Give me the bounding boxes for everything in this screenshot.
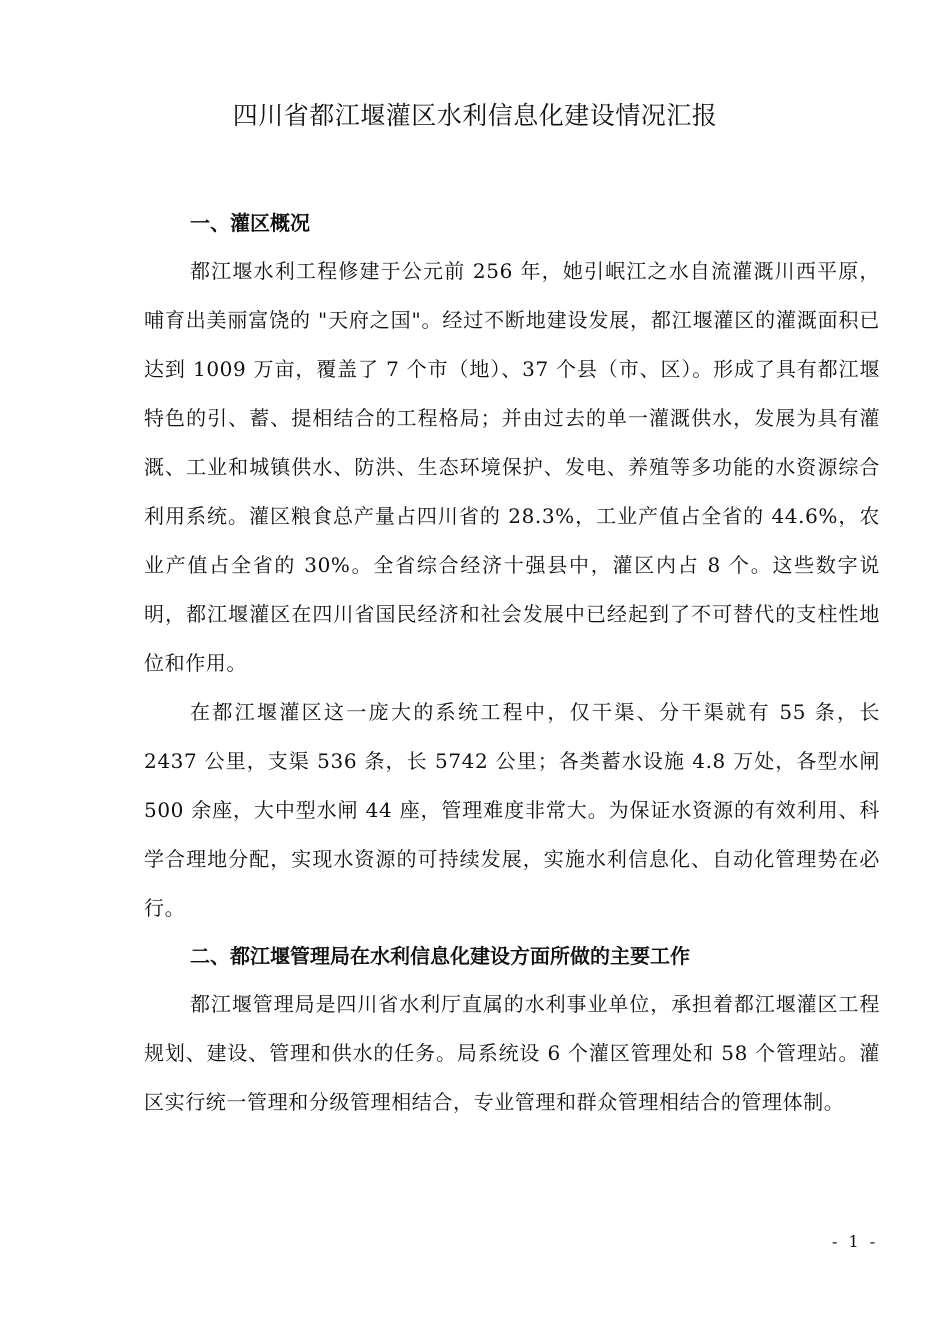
section-heading-main-work: 二、都江堰管理局在水利信息化建设方面所做的主要工作 — [190, 944, 690, 968]
document-body — [144, 200, 880, 1127]
document-title: 四川省都江堰灌区水利信息化建设情况汇报 — [232, 101, 718, 130]
paragraph-overview-2: 在都江堰灌区这一庞大的系统工程中，仅干渠、分干渠就有 55 条，长 2437 公里，支渠 536 条，长 5742 公里；各类蓄水设施 4.8 万处，各型水闸 500 余座，大中型水闸 44 座，管理难度非常大。为保证水资源的有效利用、科学合理地分配，实现水资源的可持续发展，实施水利信息化、自动化管理势在必行。 — [144, 700, 880, 920]
section-heading-overview: 一、灌区概况 — [190, 211, 310, 235]
paragraph-overview-1: 都江堰水利工程修建于公元前 256 年，她引岷江之水自流灌溉川西平原，哺育出美丽富饶的 "天府之国"。经过不断地建设发展，都江堰灌区的灌溉面积已达到 1009 万亩，覆盖了 7 个市（地）、37 个县（市、区）。形成了具有都江堰特色的引、蓄、提相结合的工程格局；并由过去的单一灌溉供水，发展为具有灌溉、工业和城镇供水、防洪、生态环境保护、发电、养殖等多功能的水资源综合利用系统。灌区粮食总产量占四川省的 28.3%，工业产值占全省的 44.6%，农业产值占全省的 30%。全省综合经济十强县中，灌区内占 8 个。这些数字说明，都江堰灌区在四川省国民经济和社会发展中已经起到了不可替代的支柱性地位和作用。 — [144, 259, 880, 675]
page-number: - 1 - — [832, 1232, 879, 1251]
paragraph-main-work-1: 都江堰管理局是四川省水利厅直属的水利事业单位，承担着都江堰灌区工程规划、建设、管理和供水的任务。局系统设 6 个灌区管理处和 58 个管理站。灌区实行统一管理和分级管理相结合，专业管理和群众管理相结合的管理体制。 — [144, 992, 880, 1114]
